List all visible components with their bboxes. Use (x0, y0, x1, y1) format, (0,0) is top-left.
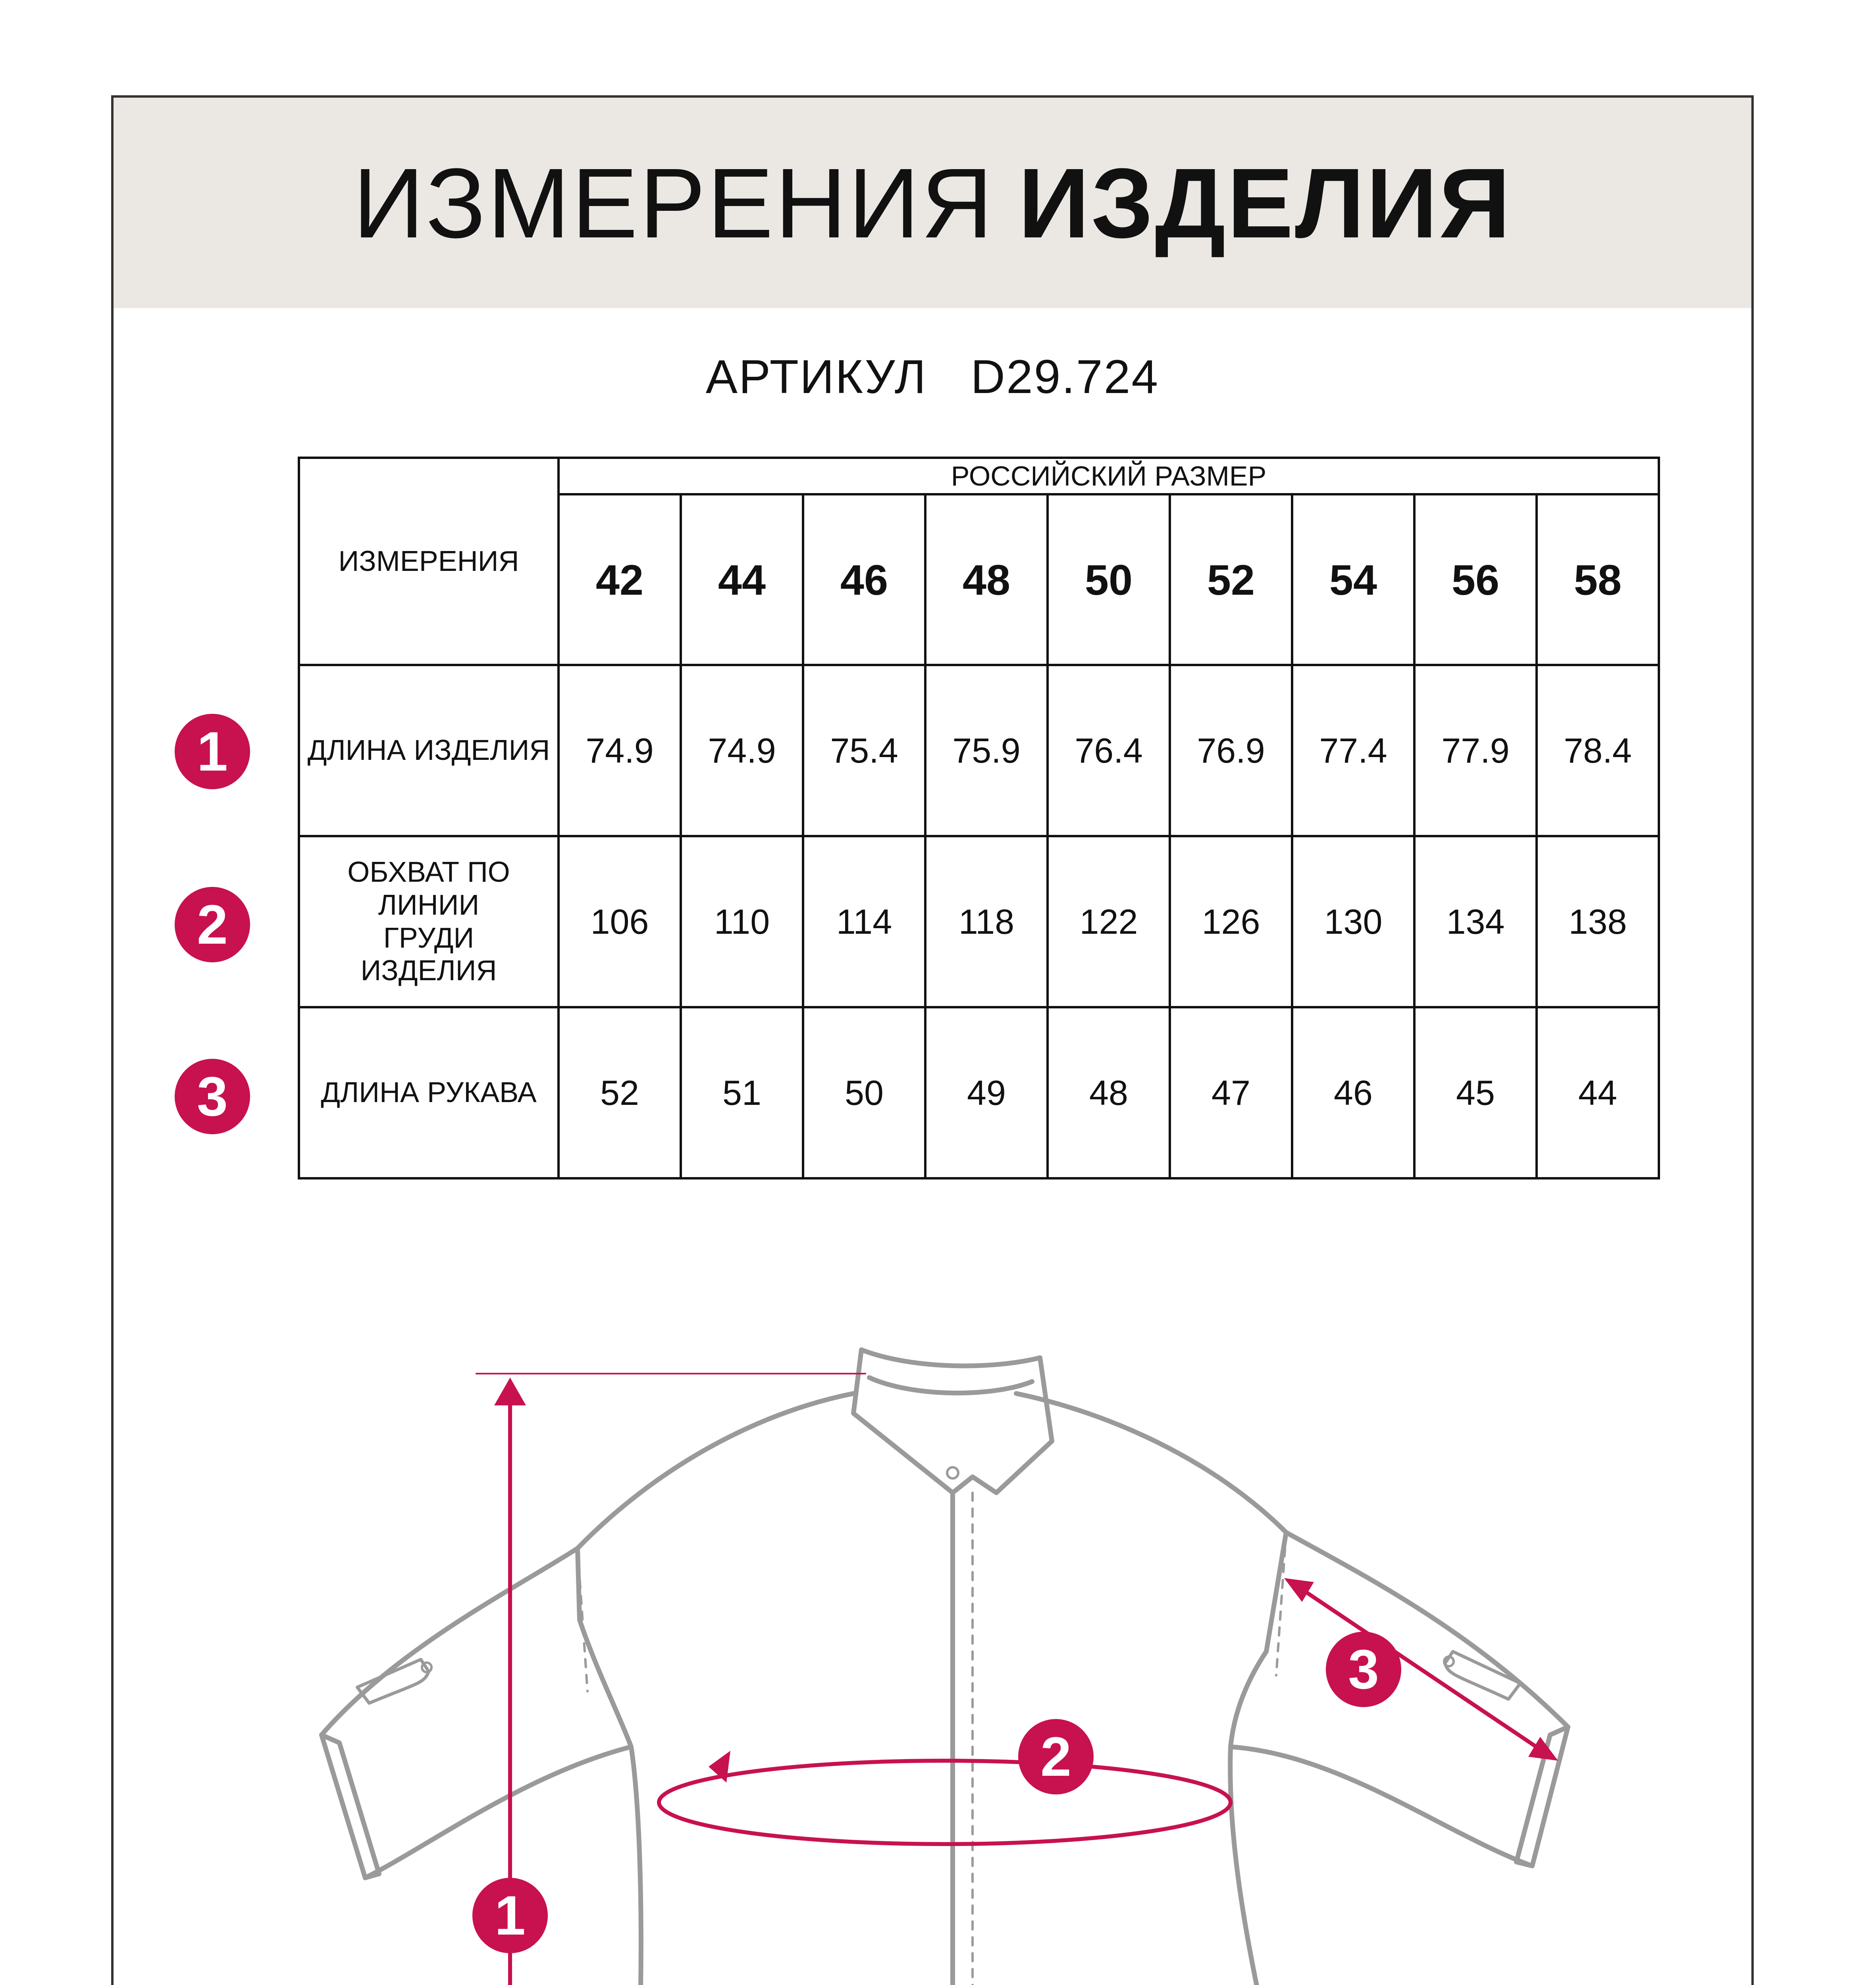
title-regular: ИЗМЕРЕНИЯ (353, 147, 994, 258)
table-corner-label: ИЗМЕРЕНИЯ (299, 458, 559, 665)
size-header: 56 (1414, 494, 1537, 665)
size-header: 44 (681, 494, 803, 665)
size-header: 54 (1292, 494, 1414, 665)
row-number-badge: 2 (175, 887, 250, 962)
table-cell: 51 (681, 1007, 803, 1178)
size-header: 58 (1537, 494, 1659, 665)
table-cell: 75.4 (803, 665, 925, 836)
diagram-marker-sleeve: 3 (1326, 1632, 1401, 1707)
size-header: 50 (1048, 494, 1170, 665)
table-cell: 50 (803, 1007, 925, 1178)
table-cell: 76.4 (1048, 665, 1170, 836)
title-bold: ИЗДЕЛИЯ (1018, 147, 1512, 258)
table-cell: 134 (1414, 836, 1537, 1007)
table-cell: 49 (925, 1007, 1048, 1178)
chest-ellipse (659, 1761, 1231, 1844)
row-label: ДЛИНА РУКАВА (299, 1007, 559, 1178)
table-cell: 130 (1292, 836, 1414, 1007)
table-cell: 118 (925, 836, 1048, 1007)
table-cell: 48 (1048, 1007, 1170, 1178)
table-cell: 44 (1537, 1007, 1659, 1178)
sleeve-arrow-head-start (1284, 1578, 1314, 1602)
table-cell: 77.4 (1292, 665, 1414, 836)
size-header: 48 (925, 494, 1048, 665)
table-cell: 138 (1537, 836, 1659, 1007)
table-cell: 110 (681, 836, 803, 1007)
table-cell: 76.9 (1170, 665, 1292, 836)
article-label: АРТИКУЛ (705, 350, 927, 403)
length-arrow-head-top (494, 1378, 526, 1405)
size-header: 52 (1170, 494, 1292, 665)
table-cell: 74.9 (559, 665, 681, 836)
table-cell: 52 (559, 1007, 681, 1178)
table-cell: 122 (1048, 836, 1170, 1007)
table-cell: 114 (803, 836, 925, 1007)
table-group-label: РОССИЙСКИЙ РАЗМЕР (559, 458, 1659, 494)
size-header: 42 (559, 494, 681, 665)
sleeve-arrow-head-end (1528, 1737, 1558, 1761)
table-cell: 46 (1292, 1007, 1414, 1178)
table-cell: 77.9 (1414, 665, 1537, 836)
diagram-marker-chest: 2 (1018, 1719, 1094, 1794)
diagram-marker-length: 1 (472, 1878, 548, 1953)
table-cell: 74.9 (681, 665, 803, 836)
table-cell: 78.4 (1537, 665, 1659, 836)
table-cell: 45 (1414, 1007, 1537, 1178)
row-number-badge: 1 (175, 714, 250, 789)
article-code: D29.724 (971, 350, 1159, 403)
row-label: ОБХВАТ ПО ЛИНИИ ГРУДИ ИЗДЕЛИЯ (299, 836, 559, 1007)
table-cell: 126 (1170, 836, 1292, 1007)
row-label: ДЛИНА ИЗДЕЛИЯ (299, 665, 559, 836)
table-cell: 47 (1170, 1007, 1292, 1178)
table-cell: 75.9 (925, 665, 1048, 836)
row-number-badge: 3 (175, 1059, 250, 1134)
table-cell: 106 (559, 836, 681, 1007)
size-header: 46 (803, 494, 925, 665)
